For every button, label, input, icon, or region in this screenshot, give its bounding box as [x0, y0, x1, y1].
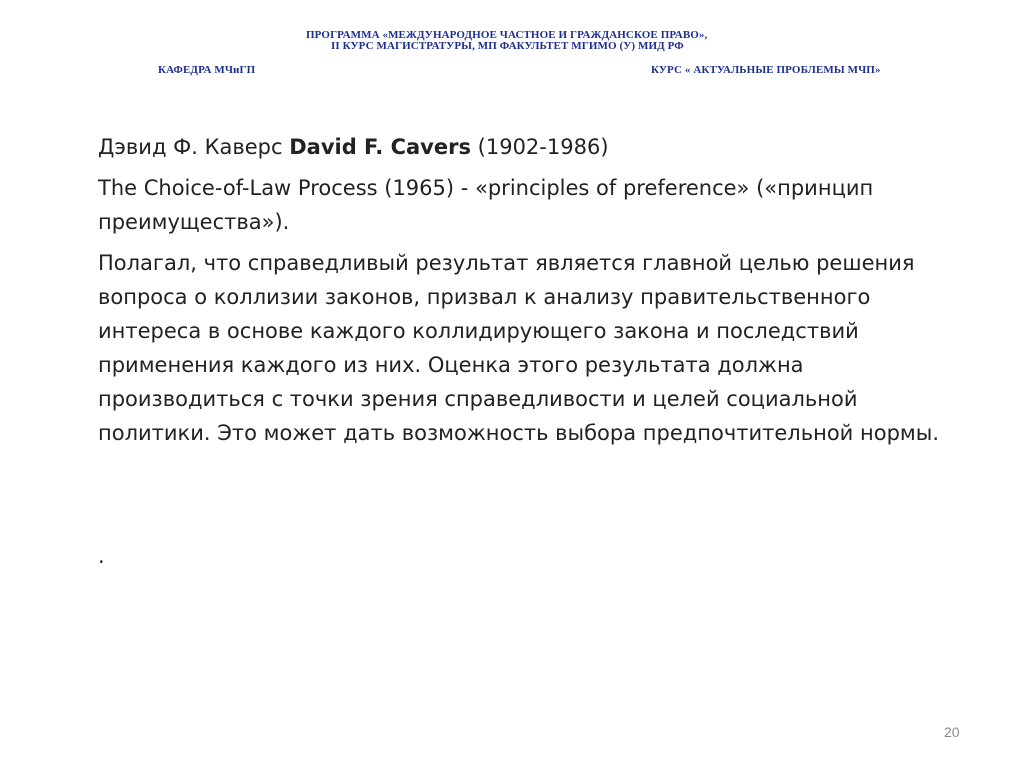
author-name-ru: Дэвид Ф. Каверс [98, 135, 290, 159]
author-line [98, 130, 958, 164]
program-title-line-2: II КУРС МАГИСТРАТУРЫ, МП ФАКУЛЬТЕТ МГИМО (У) МИД РФ [331, 40, 684, 52]
work-paragraph: The Choice-of-Law Process (1965) - «principles of preference» («принцип преимущества»). [98, 176, 874, 234]
main-paragraph: Полагал, что справедливый результат является главной целью решения вопроса о коллизии законов, призвал к анализу правительственного интереса в основе каждого коллидирующего закона и последствий применения каждого из них. Оценка этого результата должна производиться с точки зрения справедливости и целей социальной политики. Это может дать возможность выбора предпочтительной нормы. [98, 251, 940, 445]
trailing-dot: . [98, 544, 105, 568]
page-number: 20 [944, 724, 960, 740]
department-label: КАФЕДРА МЧиГП [158, 64, 256, 76]
course-label: КУРС « АКТУАЛЬНЫЕ ПРОБЛЕМЫ МЧП» [651, 64, 881, 76]
author-years: (1902-1986) [470, 135, 609, 159]
program-title-line-1: ПРОГРАММА «МЕЖДУНАРОДНОЕ ЧАСТНОЕ И ГРАЖДАНСКОЕ ПРАВО», [306, 29, 708, 41]
author-name-en: David F. Cavers [289, 135, 471, 159]
